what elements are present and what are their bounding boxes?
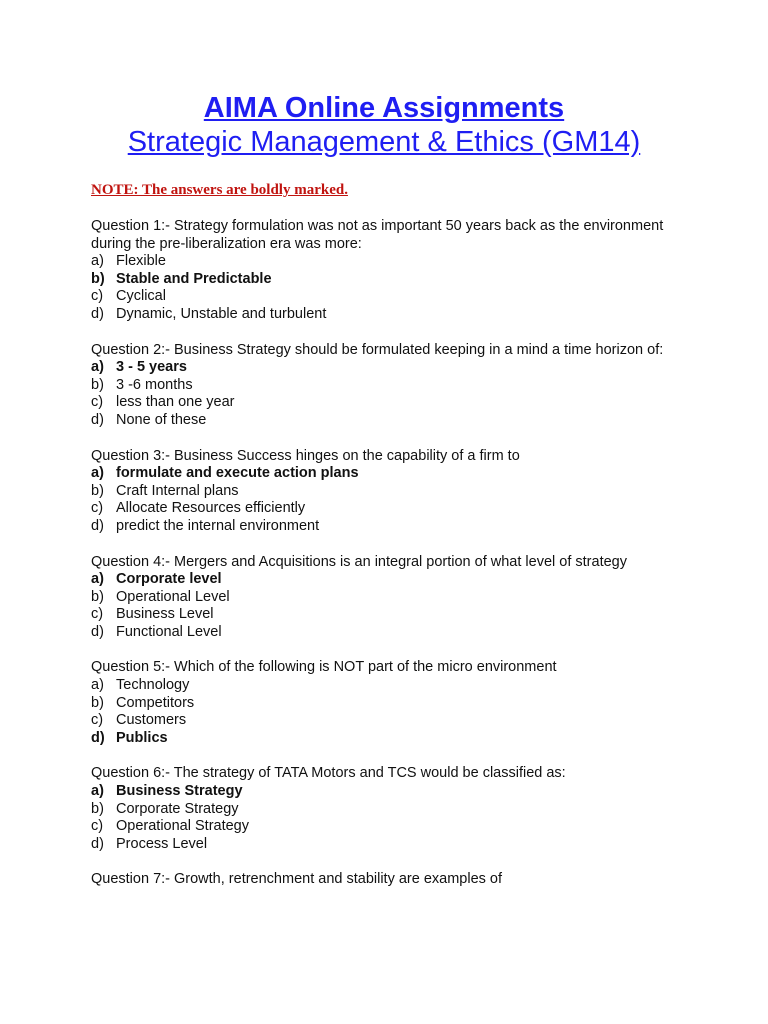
answer-option: [91, 624, 691, 642]
option-text: Technology: [116, 677, 190, 694]
option-letter: a): [91, 677, 104, 694]
option-text: Dynamic, Unstable and turbulent: [116, 305, 327, 322]
option-letter: a): [91, 571, 104, 588]
answer-option: [91, 606, 691, 624]
answer-option: [91, 677, 691, 695]
document-title: AIMA Online Assignments: [203, 92, 565, 124]
option-text: formulate and execute action plans: [116, 465, 359, 482]
option-letter: a): [91, 465, 104, 482]
option-text: predict the internal environment: [116, 517, 320, 534]
option-text: Customers: [116, 712, 187, 729]
answer-option: [91, 483, 691, 501]
answer-option: [91, 695, 691, 713]
option-text: Flexible: [116, 253, 166, 270]
answer-option: [91, 712, 691, 730]
option-letter: b): [91, 376, 104, 393]
option-letter: a): [91, 253, 104, 270]
option-letter: b): [91, 482, 104, 499]
option-letter: d): [91, 517, 104, 534]
question-4: [91, 554, 691, 642]
option-text: Craft Internal plans: [116, 482, 239, 499]
correct-answer-option: [91, 465, 691, 483]
option-text: Operational Strategy: [116, 818, 249, 835]
answer-options: [91, 677, 691, 747]
document-subtitle: Strategic Management & Ethics (GM14): [127, 126, 641, 158]
option-text: Allocate Resources efficiently: [116, 500, 306, 517]
answer-options: [91, 571, 691, 641]
option-text: Operational Level: [116, 588, 230, 605]
option-letter: c): [91, 394, 104, 411]
question-text: Question 4:- Mergers and Acquisitions is an integral portion of what level of strategy: [91, 553, 627, 570]
question-text: Question 6:- The strategy of TATA Motors and TCS would be classified as:: [91, 765, 566, 782]
option-text: Functional Level: [116, 623, 222, 640]
option-letter: b): [91, 800, 104, 817]
option-text: Business Strategy: [116, 783, 243, 800]
option-text: Publics: [116, 729, 168, 746]
option-letter: c): [91, 500, 104, 517]
answer-note: NOTE: The answers are boldly marked.: [91, 182, 348, 198]
question-text: Question 7:- Growth, retrenchment and stability are examples of: [91, 871, 503, 888]
option-letter: d): [91, 623, 104, 640]
option-letter: b): [91, 588, 104, 605]
answer-option: [91, 500, 691, 518]
option-text: less than one year: [116, 394, 235, 411]
option-text: Cyclical: [116, 288, 166, 305]
option-letter: c): [91, 712, 104, 729]
question-text: Question 2:- Business Strategy should be formulated keeping in a mind a time horizon of:: [91, 341, 664, 358]
question-3: [91, 448, 691, 536]
option-text: 3 - 5 years: [116, 359, 187, 376]
option-text: Process Level: [116, 835, 208, 852]
question-list: [91, 218, 691, 907]
answer-options: [91, 783, 691, 853]
option-letter: d): [91, 729, 105, 746]
option-letter: b): [91, 270, 105, 287]
question-text: Question 5:- Which of the following is NOT part of the micro environment: [91, 659, 557, 676]
answer-option: [91, 518, 691, 536]
option-text: Competitors: [116, 694, 195, 711]
correct-answer-option: [91, 730, 691, 748]
answer-options: [91, 359, 691, 429]
option-letter: c): [91, 288, 104, 305]
option-text: Business Level: [116, 606, 214, 623]
answer-option: [91, 377, 691, 395]
option-text: 3 -6 months: [116, 376, 193, 393]
option-letter: c): [91, 818, 104, 835]
answer-option: [91, 288, 691, 306]
question-2: [91, 342, 691, 430]
option-letter: d): [91, 305, 104, 322]
option-text: None of these: [116, 411, 207, 428]
answer-option: [91, 306, 691, 324]
question-1: [91, 218, 691, 324]
option-letter: b): [91, 694, 104, 711]
option-letter: c): [91, 606, 104, 623]
question-text: Question 3:- Business Success hinges on the capability of a firm to: [91, 447, 520, 464]
question-6: [91, 765, 691, 853]
option-letter: d): [91, 835, 104, 852]
answer-option: [91, 818, 691, 836]
option-text: Corporate level: [116, 571, 222, 588]
title-block: [0, 0, 768, 159]
answer-option: [91, 836, 691, 854]
option-text: Corporate Strategy: [116, 800, 239, 817]
answer-option: [91, 589, 691, 607]
correct-answer-option: [91, 571, 691, 589]
answer-option: [91, 801, 691, 819]
answer-option: [91, 394, 691, 412]
option-letter: a): [91, 359, 104, 376]
answer-option: [91, 412, 691, 430]
answer-options: [91, 465, 691, 535]
option-letter: d): [91, 411, 104, 428]
correct-answer-option: [91, 359, 691, 377]
question-5: [91, 659, 691, 747]
option-text: Stable and Predictable: [116, 270, 272, 287]
question-text: Question 1:- Strategy formulation was not as important 50 years back as the environment during the pre-liberalization era was more:: [91, 218, 664, 252]
option-letter: a): [91, 783, 104, 800]
answer-options: [91, 253, 691, 323]
answer-option: [91, 253, 691, 271]
question-7: [91, 871, 691, 889]
correct-answer-option: [91, 271, 691, 289]
correct-answer-option: [91, 783, 691, 801]
